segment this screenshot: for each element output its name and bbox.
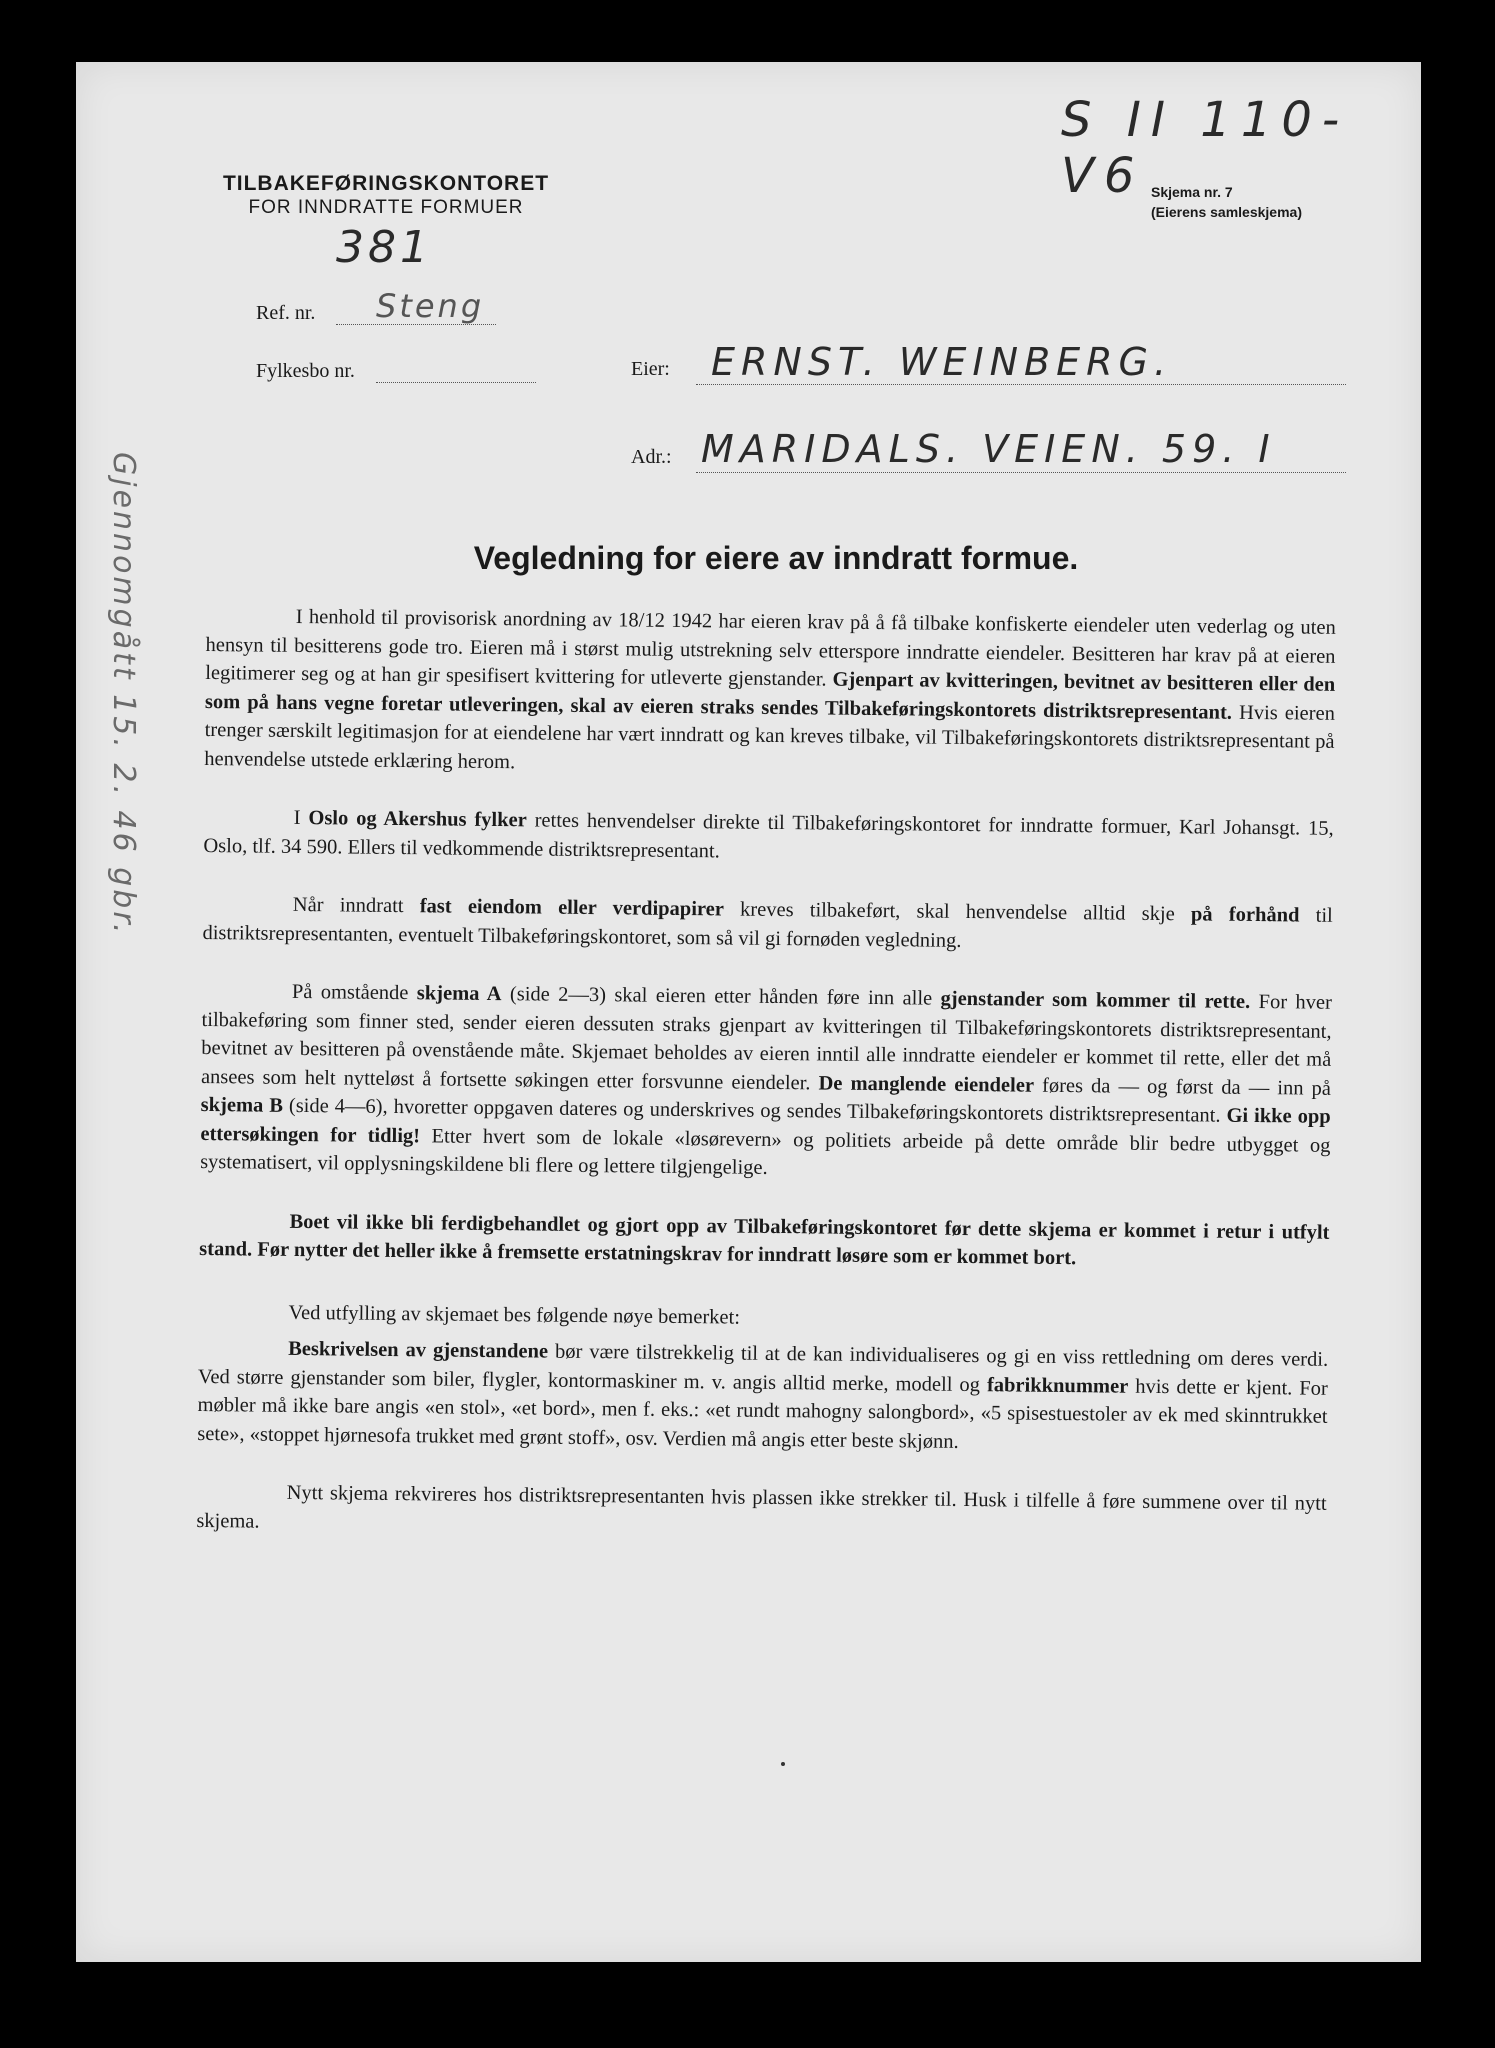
paragraph-4 xyxy=(200,977,1332,1188)
p4-text-j: Gi ikke opp ettersøkingen for tidlig! xyxy=(200,1104,1331,1147)
ref-value: Steng xyxy=(376,287,485,325)
margin-note: Gjennomgått 15. 2. 46 gbr. xyxy=(106,452,141,937)
case-number: 381 xyxy=(336,222,432,273)
paragraph-6 xyxy=(198,1297,1328,1337)
paragraph-5 xyxy=(199,1206,1330,1275)
p5-text: Boet vil ikke bli ferdigbehandlet og gjort opp av Tilbakeføringskontoret før dette skjema er kommet i retur i utfylt stand. Før nytter det heller ikke å fremsette erstatningskrav for inndratt løsøre som er kommet bort. xyxy=(199,1210,1330,1270)
p7-text-d: hvis dette er kjent. For møbler må ikke bare angis «en stol», «et bord», men f. eks.: «et rundt mahogny salongbord», «5 spisestuestoler av ek med skinntrukket sete», «stoppet hjørnesofa trukket med grønt stoff», osv. Verdien må angis etter beste skjønn. xyxy=(197,1375,1328,1453)
address-label: Adr.: xyxy=(631,446,672,468)
p3-text-a: Når inndratt xyxy=(292,893,404,918)
schema-type: (Eierens samleskjema) xyxy=(1151,204,1302,220)
p4-text-c: (side 2—3) skal eieren etter hånden føre inn alle xyxy=(509,983,933,1010)
p6-text: Ved utfylling av skjemaet bes følgende nøye bemerket: xyxy=(288,1301,741,1329)
document-body xyxy=(196,602,1336,1577)
office-name: TILBAKEFØRINGSKONTORET xyxy=(222,172,550,195)
address-line xyxy=(696,472,1346,473)
p2-text-c: rettes henvendelser direkte til Tilbakeføringskontoret for inndratte formuer, Karl Johansgt. 15, Oslo, tlf. 34 590. Ellers til vedkommende distriktsrepresentant. xyxy=(203,809,1334,862)
p3-text-d: på forhånd xyxy=(1190,903,1300,927)
paragraph-1 xyxy=(204,602,1336,785)
p4-text-h: skjema B xyxy=(200,1093,284,1117)
office-subtitle: FOR INNDRATTE FORMUER xyxy=(248,197,524,218)
p4-text-f: De manglende eiendeler xyxy=(818,1071,1035,1097)
archive-mark: S II 110-V6 xyxy=(1061,92,1350,204)
address-value: MARIDALS. VEIEN. 59. I xyxy=(701,427,1276,471)
p3-text-c: kreves tilbakeført, skal henvendelse alltid skje xyxy=(740,898,1175,926)
paragraph-7 xyxy=(197,1334,1328,1460)
p4-text-d: gjenstander som kommer til rette. xyxy=(940,987,1251,1013)
p4-text-e: For hver tilbakeføring som finner sted, sender eieren dessuten straks gjenpart av kvitteringen til Tilbakeføringskontorets distriktsrepresentant, bevitnet av besitteren på ovenstående måte. Skjemaet beholdes av eieren inntil alle inndratte eiendeler er kommet til rette, eller det må ansees som helt nytteløst å fortsette søkingen etter forsvunne eiendeler. xyxy=(200,991,1333,1094)
paragraph-2 xyxy=(203,803,1334,872)
document-heading: Vegledning for eiere av inndratt formue. xyxy=(473,540,1079,576)
office-header xyxy=(176,172,596,220)
owner-label: Eier: xyxy=(631,358,670,380)
p4-text-g: føres da — og først da — inn på xyxy=(1041,1074,1332,1100)
fylkesbo-line xyxy=(376,382,536,383)
schema-number: Skjema nr. 7 xyxy=(1151,184,1233,200)
p4-text-k: Etter hvert som de lokale «løsørevern» og politiets arbeide på dette område blir bedre utbygget og systematisert, vil opplysningskildene bli flere og lettere tilgjengelige. xyxy=(200,1124,1331,1179)
paragraph-3 xyxy=(202,890,1333,959)
schema-label xyxy=(1151,182,1381,222)
p7-text-a: Beskrivelsen av gjenstandene xyxy=(288,1337,549,1363)
p7-text-b: bør være tilstrekkelig til at de kan individualiseres og gi en viss rettledning om deres verdi. Ved større gjenstander som biler, flygler, kontormaskiner m. v. angis alltid merke, modell og xyxy=(197,1340,1329,1396)
p2-text-b: Oslo og Akershus fylker xyxy=(308,807,527,832)
p3-text-e: til distriktsrepresentanten, eventuelt Tilbakeføringskontoret, som så vil gi fornøden vegledning. xyxy=(202,904,1333,952)
p3-text-b: fast eiendom eller verdipapirer xyxy=(419,895,725,921)
ref-label: Ref. nr. xyxy=(256,302,316,324)
p4-text-a: På omstående xyxy=(291,980,409,1005)
p8-text: Nytt skjema rekvireres hos distriktsrepresentanten hvis plassen ikke strekker til. Husk i tilfelle å føre summene over til nytt skjema. xyxy=(196,1481,1327,1533)
owner-value: ERNST. WEINBERG. xyxy=(711,340,1173,384)
p1-text-b: Gjenpart av kvitteringen, bevitnet av besitteren eller den som på hans vegne foretar utleveringen, skal av eieren straks sendes Tilbakeføringskontorets distriktsrepresentant. xyxy=(204,668,1336,724)
p4-text-b: skjema A xyxy=(416,982,502,1006)
p1-text-a: I henhold til provisorisk anordning av 18/12 1942 har eieren krav på å få tilbake konfiskerte eiendeler uten vederlag og uten hensyn til besitterens gode tro. Eieren må i størst mulig utstrekning selv etterspore inndratte eiendeler. Besitteren har krav på at eieren legitimerer seg og at han gir spesifisert kvittering for utleverte gjenstander. xyxy=(205,605,1336,691)
p4-text-i: (side 4—6), hvoretter oppgaven dateres og underskrives og sendes Tilbakeføringskontorets distriktsrepresentant. xyxy=(288,1094,1221,1127)
speck xyxy=(781,1762,785,1766)
paragraph-8 xyxy=(196,1478,1327,1547)
p1-text-c: Hvis eieren trenger særskilt legitimasjon for at eiendelene har vært inndratt og kan kreves tilbake, vil Tilbakeføringskontorets distriktsrepresentant på henvendelse utstede erklæring herom. xyxy=(204,701,1336,773)
owner-line xyxy=(696,384,1346,385)
document-page xyxy=(76,62,1421,1962)
p7-text-c: fabrikknummer xyxy=(986,1373,1129,1398)
p2-text-a: I xyxy=(293,806,301,830)
fylkesbo-label: Fylkesbo nr. xyxy=(256,360,355,382)
